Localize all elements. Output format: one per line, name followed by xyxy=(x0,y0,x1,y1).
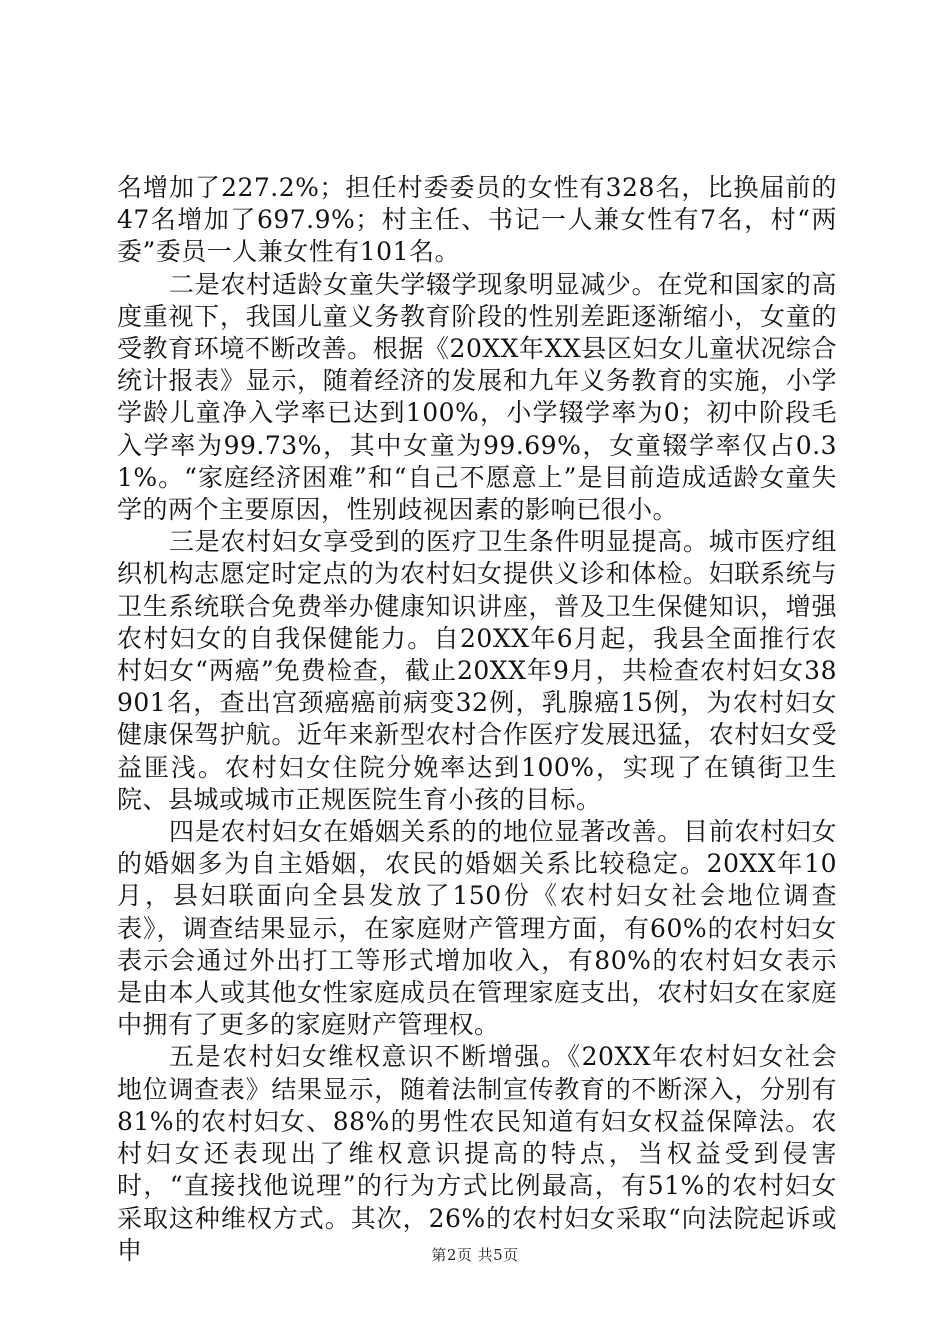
paragraph-4: 四是农村妇女在婚姻关系的的地位显著改善。目前农村妇女的婚姻多为自主婚姻，农民的婚姻关系比较稳定。20XX年10月，县妇联面向全县发放了150份《农村妇女社会地位调查表》，调查结果显示，在家庭财产管理方面，有60%的农村妇女表示会通过外出打工等形式增加收入，有80%的农村妇女表示是由本人或其他女性家庭成员在管理家庭支出，农村妇女在家庭中拥有了更多的家庭财产管理权。 xyxy=(117,817,837,1040)
paragraph-2: 二是农村适龄女童失学辍学现象明显减少。在党和国家的高度重视下，我国儿童义务教育阶段的性别差距逐渐缩小，女童的受教育环境不断改善。根据《20XX年XX县区妇女儿童状况综合统计报表》显示，随着经济的发展和九年义务教育的实施，小学学龄儿童净入学率已达到100%，小学辍学率为0；初中阶段毛入学率为99.73%，其中女童为99.69%，女童辍学率仅占0.31%。“家庭经济困难”和“自己不愿意上”是目前造成适龄女童失学的两个主要原因，性别歧视因素的影响已很小。 xyxy=(117,269,837,525)
page-footer xyxy=(0,1244,950,1265)
paragraph-3: 三是农村妇女享受到的医疗卫生条件明显提高。城市医疗组织机构志愿定时定点的为农村妇女提供义诊和体检。妇联系统与卫生系统联合免费举办健康知识讲座，普及卫生保健知识，增强农村妇女的自我保健能力。自20XX年6月起，我县全面推行农村妇女“两癌”免费检查，截止20XX年9月，共检查农村妇女38901名，查出宫颈癌癌前病变32例，乳腺癌15例，为农村妇女健康保驾护航。近年来新型农村合作医疗发展迅猛，农村妇女受益匪浅。农村妇女住院分娩率达到100%，实现了在镇街卫生院、县城或城市正规医院生育小孩的目标。 xyxy=(117,527,837,814)
paragraph-5: 五是农村妇女维权意识不断增强。《20XX年农村妇女社会地位调查表》结果显示，随着法制宣传教育的不断深入，分别有81%的农村妇女、88%的男性农民知道有妇女权益保障法。农村妇女还表现出了维权意识提高的特点，当权益受到侵害时，“直接找他说理”的行为方式比例最高，有51%的农村妇女采取这种维权方式。其次，26%的农村妇女采取“向法院起诉或申 xyxy=(117,1042,837,1265)
page-number-label: 第2页 共5页 xyxy=(431,1246,519,1264)
paragraph-1: 名增加了227.2%；担任村委委员的女性有328名，比换届前的47名增加了697.9%；村主任、书记一人兼女性有7名，村“两委”委员一人兼女性有101名。 xyxy=(117,173,837,267)
document-body xyxy=(117,172,837,1267)
